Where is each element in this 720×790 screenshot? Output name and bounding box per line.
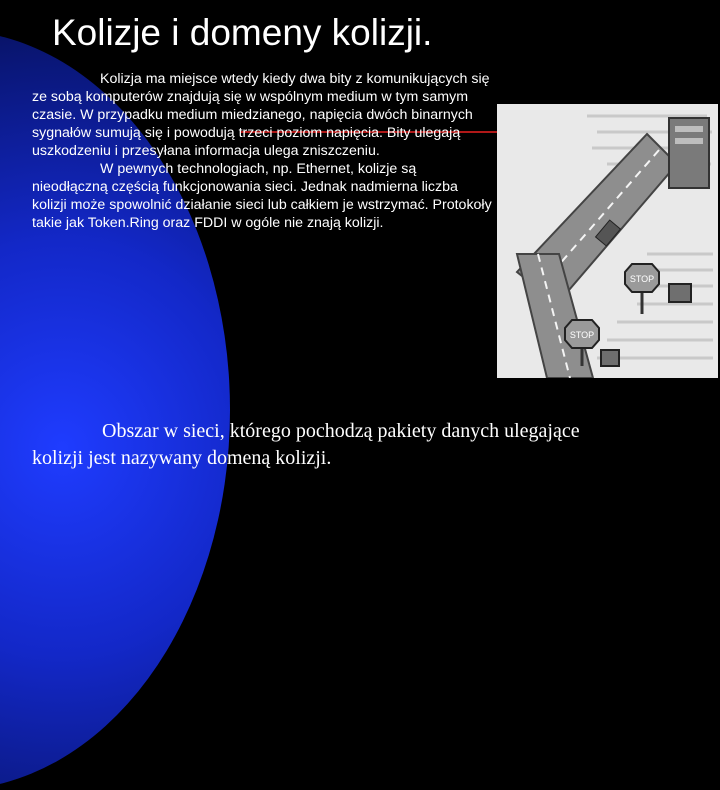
collision-domain-definition (32, 418, 592, 472)
collision-illustration (497, 104, 718, 378)
bottom-paragraph: Obszar w sieci, którego pochodzą pakiety danych ulegające kolizji jest nazywany domeną kolizji. (32, 420, 580, 469)
road-collision-icon (497, 104, 718, 378)
stop-sign-label: STOP (569, 330, 595, 340)
slide-body (32, 70, 494, 232)
slide-title: Kolizje i domeny kolizji. (52, 12, 433, 53)
paragraph-technologies: W pewnych technologiach, np. Ethernet, kolizje są nieodłączną częścią funkcjonowania sieci. Jednak nadmierna liczba kolizji może spowolnić działanie sieci lub całkiem je wstrzymać. Protokoły takie jak Token.Ring oraz FDDI w ogóle nie znają kolizji. (32, 161, 492, 231)
stop-sign-label: STOP (629, 274, 655, 284)
paragraph-collision: Kolizja ma miejsce wtedy kiedy dwa bity z komunikujących się ze sobą komputerów znajdują się w wspólnym medium w tym samym czasie. W przypadku medium miedzianego, napięcia dwóch binarnych sygnałów sumują się i powodują trzeci poziom napięcia. Bity ulegają uszkodzeniu i przesyłana informacja ulega zniszczeniu. (32, 71, 490, 159)
